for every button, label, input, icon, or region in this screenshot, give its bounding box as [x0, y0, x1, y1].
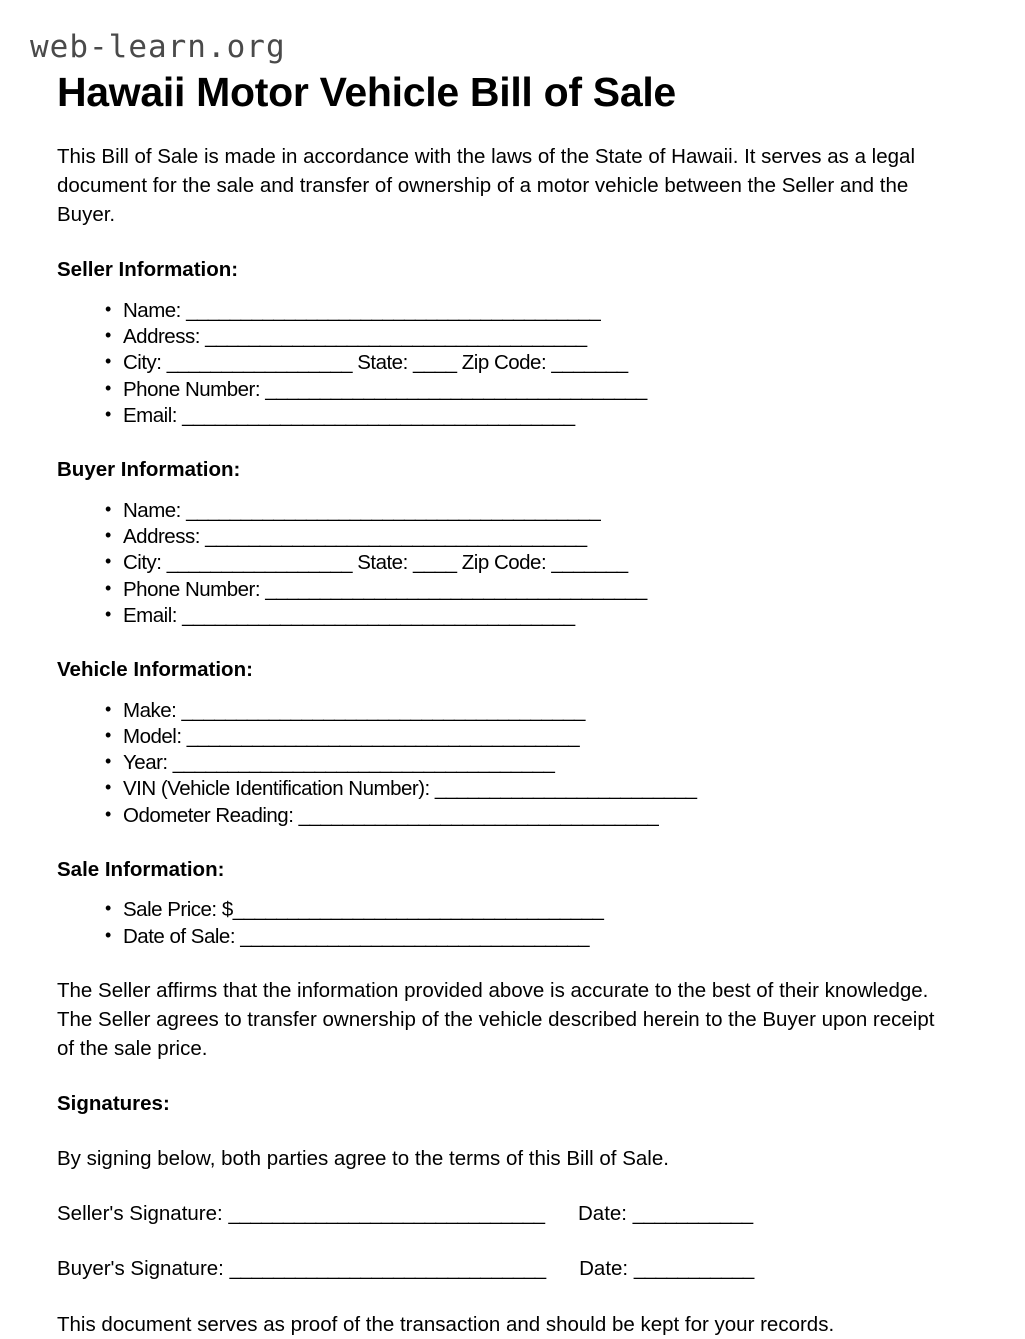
section-heading-vehicle: Vehicle Information:: [57, 657, 253, 681]
vehicle-field-model: Model: ____________________________________: [123, 724, 580, 748]
vehicle-field-year: Year: ___________________________________: [123, 751, 555, 775]
list-item: [105, 603, 950, 629]
seller-field-list: [57, 298, 950, 429]
seller-field-email: Email: ____________________________________: [123, 403, 575, 427]
list-item: [105, 350, 950, 376]
sale-field-date: Date of Sale: ________________________________: [123, 924, 590, 948]
vehicle-field-odometer: Odometer Reading: _________________________________: [123, 803, 659, 827]
signature-agreement-text: By signing below, both parties agree to the terms of this Bill of Sale.: [57, 1146, 669, 1170]
list-item: [105, 924, 950, 950]
affirmation-paragraph: The Seller affirms that the information provided above is accurate to the best of their knowledge. The Seller agrees to transfer ownership of the vehicle described herein to the Buyer upon receipt of the sale price.: [57, 978, 935, 1061]
site-watermark: web-learn.org: [30, 29, 286, 65]
seller-field-phone: Phone Number: ___________________________________: [123, 377, 647, 401]
buyer-field-phone: Phone Number: ___________________________________: [123, 577, 647, 601]
section-heading-sale: Sale Information:: [57, 857, 225, 881]
list-item: [105, 750, 950, 776]
vehicle-field-vin: VIN (Vehicle Identification Number): ________________________: [123, 777, 697, 801]
seller-field-city-state-zip: City: _________________ State: ____ Zip Code: _______: [123, 351, 628, 375]
buyer-field-city-state-zip: City: _________________ State: ____ Zip Code: _______: [123, 551, 628, 575]
sale-field-list: [57, 897, 950, 949]
vehicle-field-make: Make: _____________________________________: [123, 698, 585, 722]
section-heading-signatures: Signatures:: [57, 1092, 170, 1116]
seller-date-blank[interactable]: ___________: [632, 1201, 753, 1225]
seller-signature-row: [57, 1201, 950, 1228]
list-item: [105, 698, 950, 724]
list-item: [105, 897, 950, 923]
seller-date-label: Date:: [577, 1201, 627, 1225]
buyer-signature-row: [57, 1256, 950, 1283]
list-item: [105, 550, 950, 576]
seller-signature-label: Seller's Signature:: [57, 1201, 223, 1225]
list-item: [105, 524, 950, 550]
buyer-field-list: [57, 498, 950, 629]
list-item: [105, 298, 950, 324]
buyer-signature-label: Buyer's Signature:: [57, 1256, 224, 1280]
footer-note: This document serves as proof of the transaction and should be kept for your records.: [57, 1313, 835, 1337]
list-item: [105, 776, 950, 802]
list-item: [105, 377, 950, 403]
section-heading-seller: Seller Information:: [57, 258, 239, 282]
list-item: [105, 577, 950, 603]
buyer-date-label: Date:: [579, 1256, 629, 1280]
buyer-signature-blank[interactable]: _____________________________: [229, 1256, 546, 1280]
page-title: Hawaii Motor Vehicle Bill of Sale: [57, 68, 676, 115]
seller-field-address: Address: ___________________________________: [123, 325, 587, 349]
list-item: [105, 324, 950, 350]
intro-paragraph: This Bill of Sale is made in accordance with the laws of the State of Hawaii. It serves as a legal document for the sale and transfer of ownership of a motor vehicle between the Seller and the Buyer.: [57, 145, 915, 227]
list-item: [105, 403, 950, 429]
list-item: [105, 498, 950, 524]
seller-signature-blank[interactable]: _____________________________: [228, 1201, 545, 1225]
buyer-date-blank[interactable]: ___________: [633, 1256, 754, 1280]
sale-field-price: Sale Price: $__________________________________: [123, 898, 604, 922]
seller-field-name: Name: ______________________________________: [123, 298, 601, 322]
list-item: [105, 724, 950, 750]
buyer-field-address: Address: ___________________________________: [123, 525, 587, 549]
section-heading-buyer: Buyer Information:: [57, 458, 241, 482]
buyer-field-name: Name: ______________________________________: [123, 498, 601, 522]
buyer-field-email: Email: ____________________________________: [123, 603, 575, 627]
list-item: [105, 803, 950, 829]
vehicle-field-list: [57, 698, 950, 829]
